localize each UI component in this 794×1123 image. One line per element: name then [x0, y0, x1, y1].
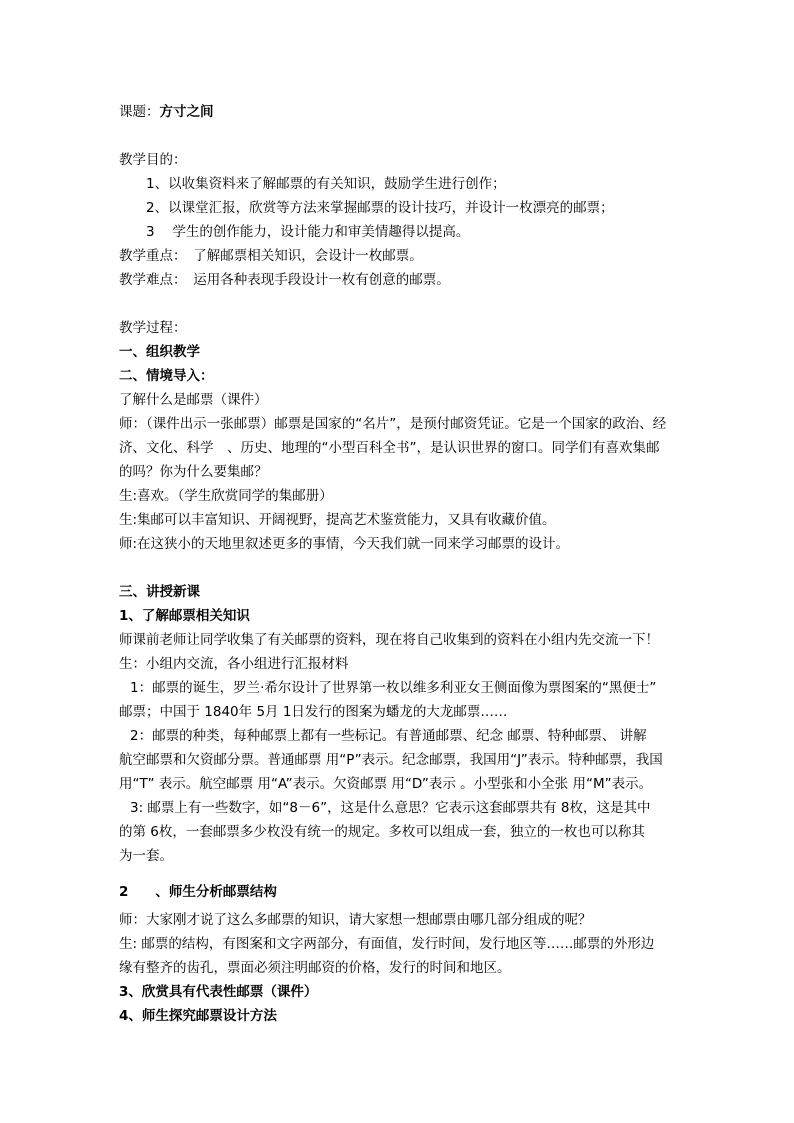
- paragraph: 为一套。: [119, 848, 173, 864]
- section-2-heading: 二、情境导入：: [119, 368, 214, 384]
- paragraph: 济、文化、科学 、历史、地理的“小型百科全书”，是认识世界的窗口。同学们有喜欢集邮: [119, 440, 660, 456]
- goal-item-2: 2、以课堂汇报，欣赏等方法来掌握邮票的设计技巧，并设计一枚漂亮的邮票；: [146, 200, 614, 216]
- goals-heading: 教学目的：: [119, 152, 187, 168]
- paragraph: 的第 6枚，一套邮票多少枚没有统一的规定。多枚可以组成一套，独立的一枚也可以称其: [119, 824, 645, 840]
- section-3-heading: 三、讲授新课: [119, 584, 200, 600]
- paragraph: 生: 邮票的结构，有图案和文字两部分，有面值，发行时间，发行地区等……邮票的外形边: [119, 936, 655, 952]
- subsection-3-heading: 3、欣赏具有代表性邮票（课件）: [119, 984, 318, 1000]
- paragraph: 师课前老师让同学收集了有关邮票的资料，现在将自己收集到的资料在小组内先交流一下！: [119, 632, 659, 648]
- paragraph: 了解什么是邮票（课件）: [119, 392, 268, 408]
- goal-item-1: 1、以收集资料来了解邮票的有关知识，鼓励学生进行创作；: [146, 176, 506, 192]
- paragraph: 师：大家刚才说了这么多邮票的知识，请大家想一想邮票由哪几部分组成的呢？: [119, 912, 592, 928]
- paragraph: 缘有整齐的齿孔，票面必须注明邮资的价格，发行的时间和地区。: [119, 960, 511, 976]
- process-heading: 教学过程：: [119, 320, 187, 336]
- key-point: 教学重点： 了解邮票相关知识，会设计一枚邮票。: [119, 248, 423, 264]
- goal-item-3: 3 学生的创作能力，设计能力和审美情趣得以提高。: [146, 224, 470, 240]
- subsection-2-heading: 2 、师生分析邮票结构: [119, 884, 277, 900]
- section-1-heading: 一、组织教学: [119, 344, 200, 360]
- paragraph: 1：邮票的诞生，罗兰·希尔设计了世界第一枚以维多利亚女王侧面像为票图案的“黑便士”: [130, 680, 657, 696]
- lesson-title: [119, 102, 214, 122]
- paragraph: 用“T” 表示。航空邮票 用“A”表示。欠资邮票 用“D”表示 。小型张和小全张 用“M”表示。: [119, 776, 653, 792]
- paragraph: 生：小组内交流，各小组进行汇报材料: [119, 656, 349, 672]
- paragraph: 3: 邮票上有一些数字，如“8－6”，这是什么意思？它表示这套邮票共有 8枚，这是其中: [130, 800, 651, 816]
- paragraph: 2：邮票的种类，每种邮票上都有一些标记。有普通邮票、纪念 邮票、特种邮票、 讲解: [130, 728, 647, 744]
- title-value: 方寸之间: [159, 104, 214, 120]
- paragraph: 的吗？你为什么要集邮？: [119, 464, 268, 480]
- paragraph: 邮票；中国于 1840年 5月 1日发行的图案为蟠龙的大龙邮票……: [119, 704, 508, 720]
- subsection-1-heading: 1、了解邮票相关知识: [119, 608, 250, 624]
- difficulty: 教学难点： 运用各种表现手段设计一枚有创意的邮票。: [119, 272, 450, 288]
- paragraph: 航空邮票和欠资邮分票。普通邮票 用“P”表示。纪念邮票，我国用“J”表示。特种邮票，我国: [119, 752, 663, 768]
- subsection-4-heading: 4、师生探究邮票设计方法: [119, 1008, 277, 1024]
- paragraph: 师:在这狭小的天地里叙述更多的事情，今天我们就一同来学习邮票的设计。: [119, 536, 570, 552]
- title-label: 课题：: [119, 104, 160, 120]
- paragraph: 生:集邮可以丰富知识、开阔视野，提高艺术鉴赏能力，又具有收藏价值。: [119, 512, 556, 528]
- paragraph: 师：（课件出示一张邮票）邮票是国家的“名片”，是预付邮资凭证。它是一个国家的政治、经: [119, 416, 667, 432]
- paragraph: 生:喜欢。（学生欣赏同学的集邮册）: [119, 488, 333, 504]
